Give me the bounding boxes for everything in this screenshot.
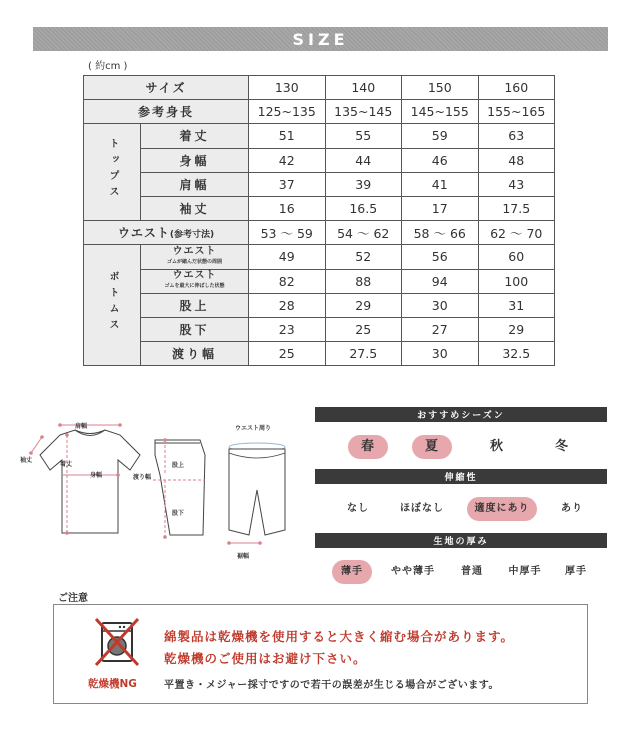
height-cell: 135~145 <box>325 100 402 124</box>
size-head-label: サイズ <box>84 76 249 100</box>
thickness-title: 生地の厚み <box>433 537 489 547</box>
tops-group-text: トップス <box>107 137 118 202</box>
measurement-diagram <box>15 415 310 570</box>
value-cell: 17.5 <box>478 196 555 220</box>
value-cell: 25 <box>249 342 326 366</box>
bottoms-group-text: ボトムス <box>107 270 118 335</box>
tops-label: 着丈 <box>141 124 249 148</box>
table-row <box>84 269 555 293</box>
value-cell: 25 <box>325 317 402 341</box>
value-cell: 94 <box>402 269 479 293</box>
dryer-ng-label: 乾燥機NG <box>88 678 137 690</box>
bottoms-waist1-note: ゴムが縮んだ状態の周囲 <box>166 258 222 265</box>
value-cell: 30 <box>402 342 479 366</box>
caution-line1: 綿製品は乾燥機を使用すると大きく縮む場合があります。 <box>164 629 515 644</box>
tops-label: 肩幅 <box>141 172 249 196</box>
table-row <box>84 100 555 124</box>
stretch-none: なし <box>347 503 369 514</box>
shoulder-label: 肩幅 <box>75 423 88 430</box>
stretch-moderate: 適度にあり <box>467 497 537 521</box>
waist-around-label: ウエスト周り <box>235 425 272 432</box>
season-spring: 春 <box>348 435 388 459</box>
thigh-width-label: 渡り幅 <box>133 474 152 481</box>
stretch-almost-none: ほぼなし <box>400 503 444 514</box>
value-cell: 29 <box>478 317 555 341</box>
body-width-label: 身幅 <box>90 472 103 479</box>
value-cell: 23 <box>249 317 326 341</box>
season-autumn: 秋 <box>489 439 504 454</box>
bottoms-group-label <box>84 245 141 366</box>
size-150: 150 <box>402 76 479 100</box>
thickness-medium-thick: 中厚手 <box>508 566 542 577</box>
caution-line3: 平置き・メジャー採寸ですので若干の誤差が生じる場合がございます。 <box>164 680 499 691</box>
value-cell: 41 <box>402 172 479 196</box>
waist-label-cell <box>84 221 249 245</box>
caution-box <box>53 604 588 704</box>
tops-label: 身幅 <box>141 148 249 172</box>
thickness-thin: 薄手 <box>332 560 372 584</box>
length-label: 着丈 <box>60 461 73 468</box>
table-row <box>84 172 555 196</box>
thickness-normal: 普通 <box>461 566 483 577</box>
size-130: 130 <box>249 76 326 100</box>
bottoms-waist2-text: ウエスト <box>172 270 217 282</box>
table-row <box>84 245 555 269</box>
value-cell: 55 <box>325 124 402 148</box>
sleeve-label: 袖丈 <box>20 457 33 464</box>
thickness-thick: 厚手 <box>565 566 587 577</box>
rise-label: 股上 <box>172 462 185 469</box>
value-cell: 51 <box>249 124 326 148</box>
garment-illustration <box>15 415 310 570</box>
tops-group-label <box>84 124 141 221</box>
height-cell: 145~155 <box>402 100 479 124</box>
dryer-ng-icon <box>94 617 140 669</box>
value-cell: 27.5 <box>325 342 402 366</box>
value-cell: 82 <box>249 269 326 293</box>
value-cell: 39 <box>325 172 402 196</box>
size-140: 140 <box>325 76 402 100</box>
table-row <box>84 124 555 148</box>
value-cell: 60 <box>478 245 555 269</box>
value-cell: 56 <box>402 245 479 269</box>
value-cell: 17 <box>402 196 479 220</box>
tops-label: 袖丈 <box>141 196 249 220</box>
size-header <box>33 27 608 51</box>
table-row <box>84 76 555 100</box>
unit-label: ( 約cm ) <box>88 61 128 72</box>
value-cell: 53 ～ 59 <box>249 221 326 245</box>
stretch-yes: あり <box>561 503 583 514</box>
table-row <box>84 221 555 245</box>
thickness-bar <box>315 533 607 548</box>
value-cell: 62 ～ 70 <box>478 221 555 245</box>
bottoms-waist1-label <box>141 245 249 269</box>
season-winter: 冬 <box>554 439 569 454</box>
size-160: 160 <box>478 76 555 100</box>
value-cell: 46 <box>402 148 479 172</box>
waist-ref: (参考寸法) <box>169 230 215 241</box>
value-cell: 49 <box>249 245 326 269</box>
waist-label: ウエスト <box>117 226 170 241</box>
bottoms-label: 渡り幅 <box>141 342 249 366</box>
table-row <box>84 293 555 317</box>
caution-title: ご注意 <box>58 593 88 604</box>
value-cell: 43 <box>478 172 555 196</box>
value-cell: 54 ～ 62 <box>325 221 402 245</box>
value-cell: 37 <box>249 172 326 196</box>
table-row <box>84 317 555 341</box>
table-row <box>84 148 555 172</box>
caution-line2: 乾燥機のご使用はお避け下さい。 <box>164 651 367 666</box>
value-cell: 48 <box>478 148 555 172</box>
season-bar <box>315 407 607 422</box>
table-row <box>84 196 555 220</box>
season-summer: 夏 <box>412 435 452 459</box>
value-cell: 100 <box>478 269 555 293</box>
value-cell: 58 ～ 66 <box>402 221 479 245</box>
value-cell: 63 <box>478 124 555 148</box>
bottoms-label: 股下 <box>141 317 249 341</box>
bottoms-label: 股上 <box>141 293 249 317</box>
stretch-bar <box>315 469 607 484</box>
value-cell: 29 <box>325 293 402 317</box>
value-cell: 44 <box>325 148 402 172</box>
value-cell: 16 <box>249 196 326 220</box>
value-cell: 59 <box>402 124 479 148</box>
hem-label: 裾幅 <box>237 553 250 560</box>
size-title: SIZE <box>292 29 349 49</box>
value-cell: 42 <box>249 148 326 172</box>
table-row <box>84 342 555 366</box>
bottoms-waist2-label <box>141 269 249 293</box>
value-cell: 28 <box>249 293 326 317</box>
value-cell: 30 <box>402 293 479 317</box>
bottoms-waist2-note: ゴムを最大に伸ばした状態 <box>164 283 225 290</box>
stretch-title: 伸縮性 <box>444 473 478 483</box>
value-cell: 52 <box>325 245 402 269</box>
value-cell: 31 <box>478 293 555 317</box>
bottoms-waist1-text: ウエスト <box>172 245 217 257</box>
value-cell: 32.5 <box>478 342 555 366</box>
size-table <box>83 75 555 366</box>
height-label: 参考身長 <box>84 100 249 124</box>
value-cell: 16.5 <box>325 196 402 220</box>
height-cell: 125~135 <box>249 100 326 124</box>
season-title: おすすめシーズン <box>417 411 505 421</box>
value-cell: 27 <box>402 317 479 341</box>
value-cell: 88 <box>325 269 402 293</box>
thickness-slightly-thin: やや薄手 <box>391 566 435 577</box>
inseam-label: 股下 <box>172 510 185 517</box>
height-cell: 155~165 <box>478 100 555 124</box>
